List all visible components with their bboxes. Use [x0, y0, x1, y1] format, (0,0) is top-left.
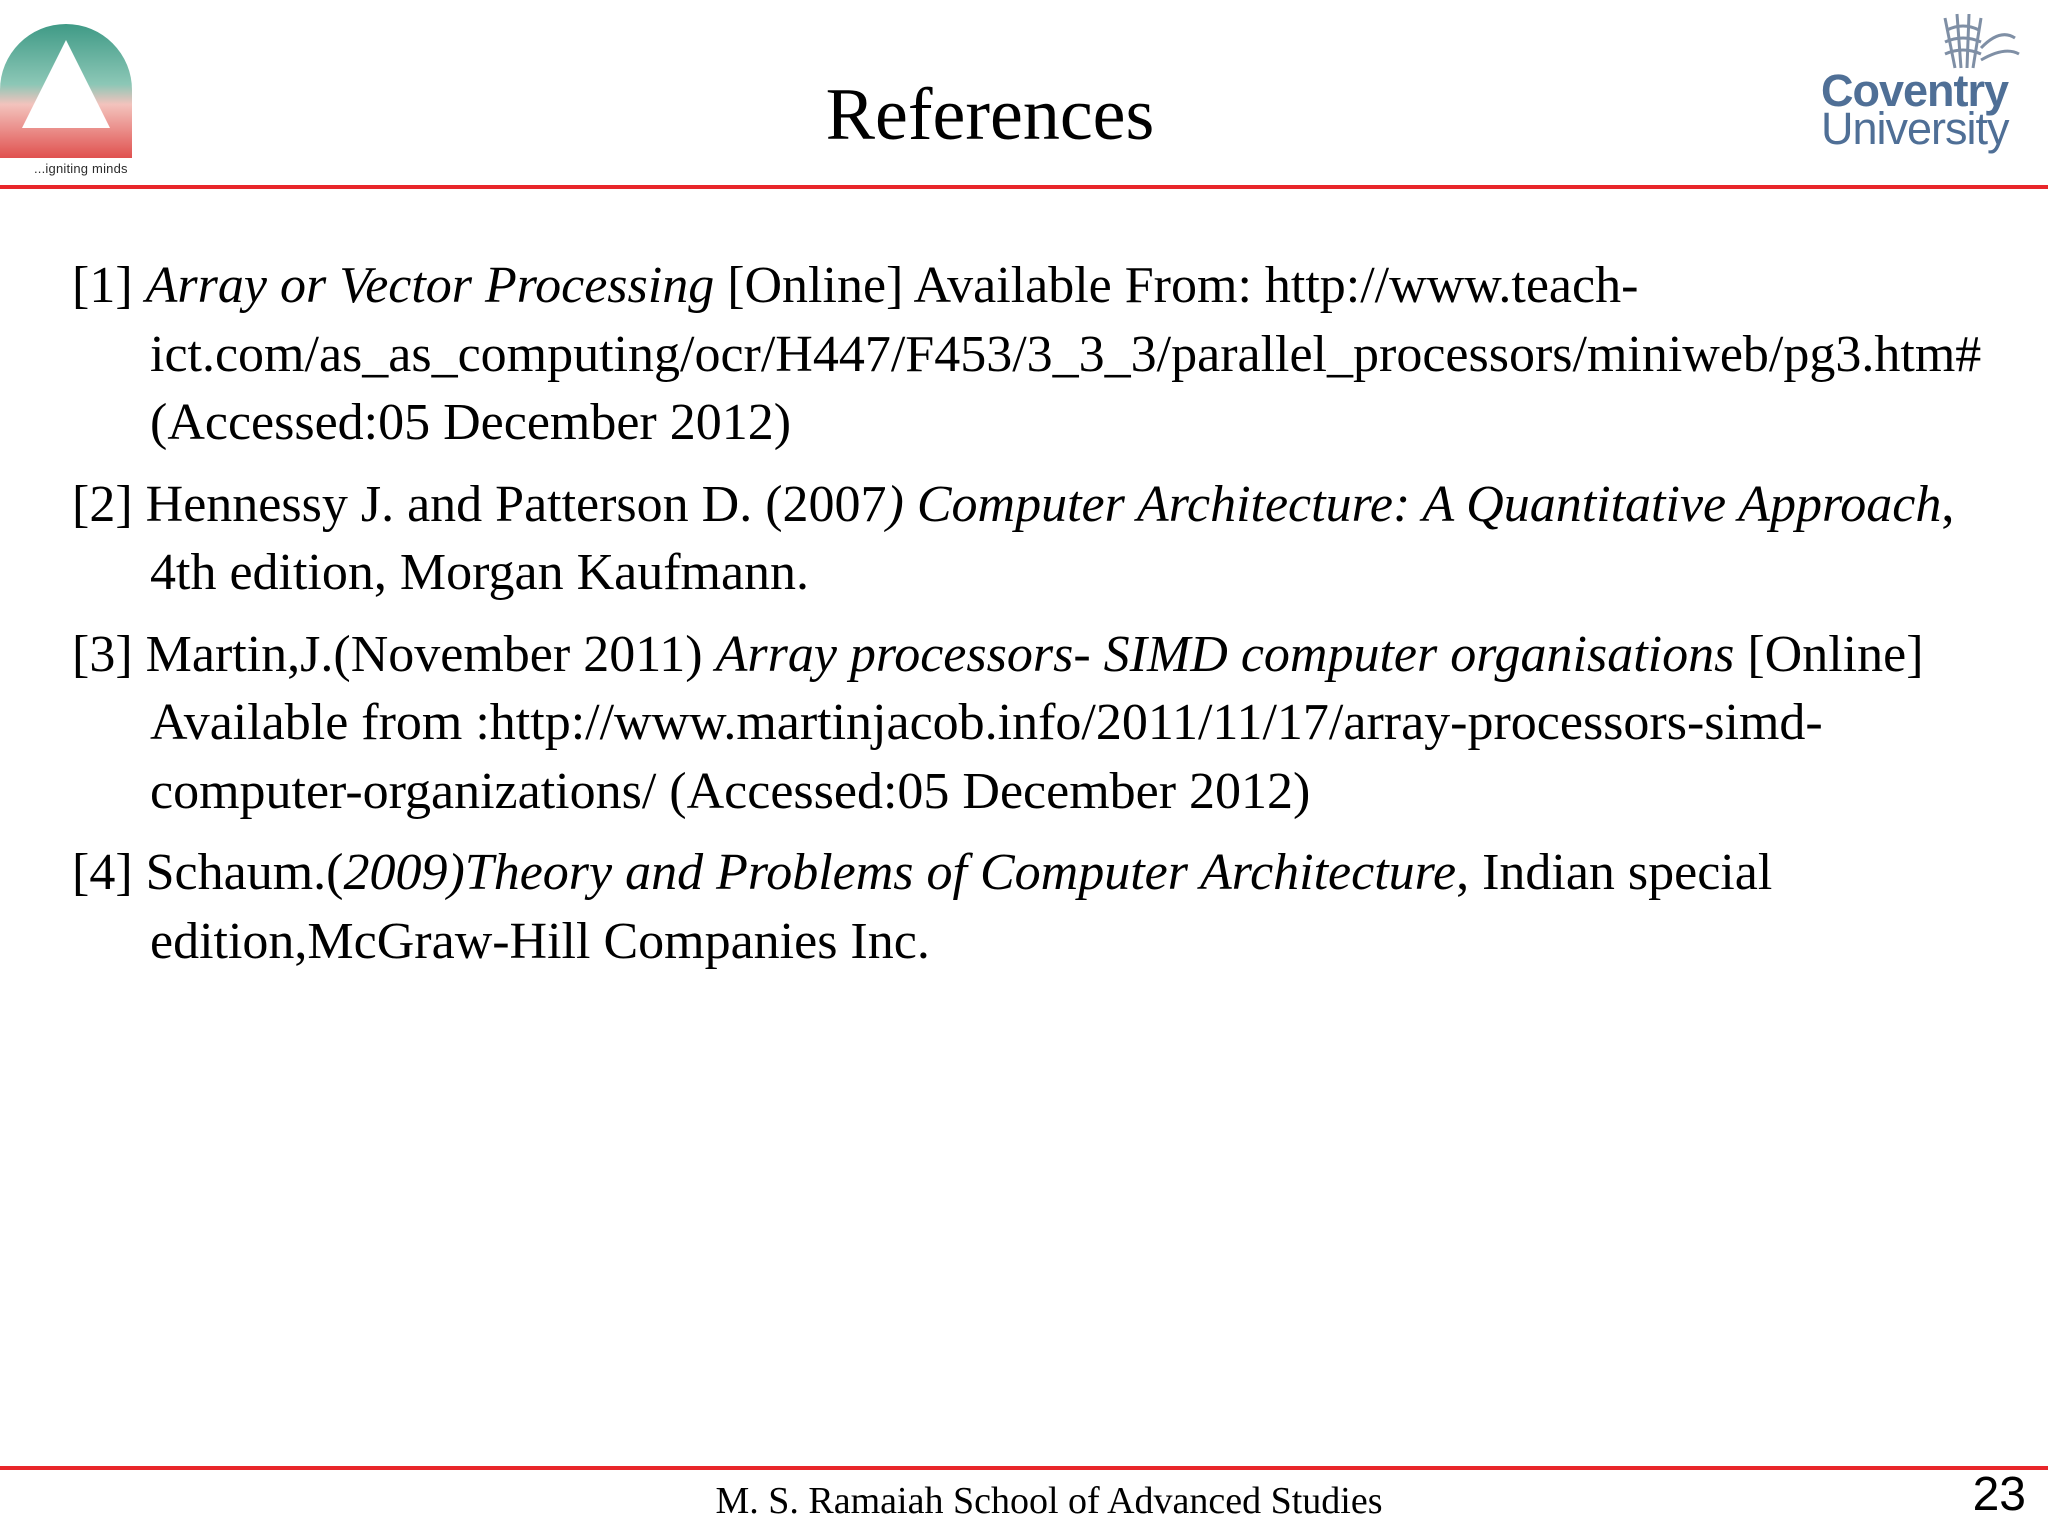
- reference-item-1: [72, 252, 2022, 458]
- page-number: 23: [1972, 1468, 2026, 1521]
- reference-source: , 4th edition, Morgan Kaufmann.: [150, 475, 1955, 601]
- logo-tagline: ...igniting minds: [34, 161, 128, 176]
- header-divider: [0, 185, 2048, 189]
- reference-number: [4]: [72, 844, 133, 901]
- reference-title: ) Computer Architecture: A Quantitative Approach: [886, 475, 1942, 533]
- reference-source: [Online] Available From: http://www.teach-ict.com/as_as_computing/ocr/H447/F453/3_3_3/parallel_processors/miniweb/pg3.htm# (Accessed:05 December 2012): [150, 257, 1982, 451]
- footer-divider: [0, 1466, 2048, 1470]
- reference-source: , Indian special edition,McGraw-Hill Companies Inc.: [150, 844, 1773, 970]
- page-title: References: [825, 74, 1155, 156]
- reference-title: 2009)Theory and Problems of Computer Architecture: [343, 844, 1457, 901]
- reference-item-2: [72, 471, 2022, 608]
- university-wordmark: University: [1821, 103, 2009, 154]
- footer-institution: M. S. Ramaiah School of Advanced Studies: [715, 1480, 1383, 1522]
- reference-authors: Schaum.(: [145, 844, 344, 901]
- reference-title: Array processors- SIMD computer organisations: [715, 625, 1735, 683]
- reference-authors: Martin,J.(November 2011): [145, 625, 703, 683]
- reference-title: Array or Vector Processing: [145, 257, 715, 314]
- reference-number: [1]: [72, 257, 133, 314]
- reference-list: [72, 252, 2022, 989]
- coventry-wordmark: Coventry: [1821, 65, 2009, 116]
- reference-authors: Hennessy J. and Patterson D. (2007: [145, 475, 887, 533]
- reference-source: [Online] Available from :http://www.martinjacob.info/2011/11/17/array-processors-simd-computer-organizations/ (Accessed:05 December 2012): [150, 625, 1924, 820]
- reference-number: [3]: [72, 625, 133, 683]
- reference-item-3: [72, 621, 2022, 827]
- reference-item-4: [72, 839, 2022, 976]
- reference-number: [2]: [72, 475, 133, 533]
